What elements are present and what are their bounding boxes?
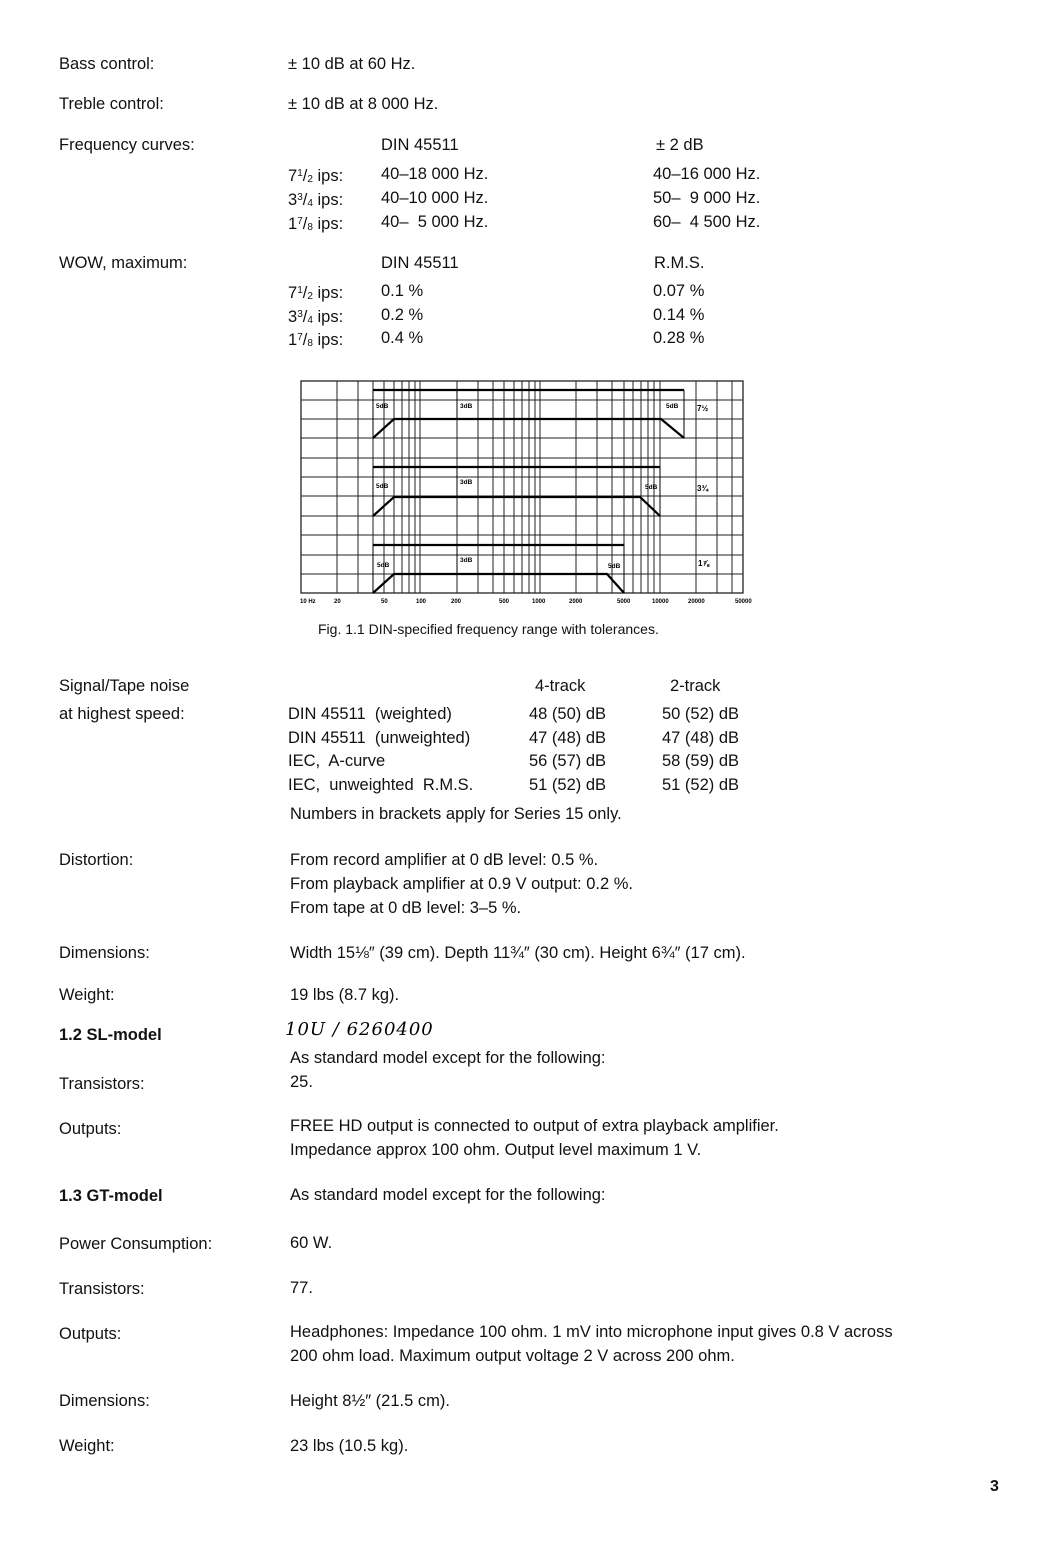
speed-label: $3^3/4$ ips: [288,308,344,326]
annotation-5db: 5dB [377,562,390,569]
svg-text:50000: 50000 [735,599,752,605]
frequency-tolerance-header: ± 2 dB [656,136,704,154]
frequency-din-header: DIN 45511 [381,136,459,154]
svg-text:200: 200 [451,599,462,605]
chart-grid [301,381,743,593]
treble-control-label: Treble control: [59,95,164,113]
noise-label-line2: at highest speed: [59,705,185,723]
gt-outputs-line: 200 ohm load. Maximum output voltage 2 V across 200 ohm. [290,1347,735,1365]
x-axis-labels [300,599,752,605]
frequency-response-chart [296,376,762,612]
gt-model-heading: 1.3 GT-model [59,1187,163,1205]
distortion-line: From record amplifier at 0 dB level: 0.5 %. [290,851,599,869]
svg-text:20: 20 [334,599,341,605]
bass-control-value: ± 10 dB at 60 Hz. [288,55,416,73]
gt-model-intro: As standard model except for the following: [290,1186,606,1204]
weight-label: Weight: [59,986,115,1004]
sl-transistors-label: Transistors: [59,1075,145,1093]
wow-rms-value: 0.14 % [653,306,705,324]
noise-header-4track: 4-track [535,677,586,695]
treble-control-value: ± 10 dB at 8 000 Hz. [288,95,439,113]
svg-text:2000: 2000 [569,599,583,605]
dimensions-value: Width 15⅛″ (39 cm). Depth 11¾″ (30 cm). Height 6¾″ (17 cm). [290,944,746,962]
noise-4track-value: 47 (48) dB [529,729,607,747]
wow-din-value: 0.2 % [381,306,424,324]
gt-dimensions-value: Height 8½″ (21.5 cm). [290,1392,450,1410]
distortion-line: From tape at 0 dB level: 3–5 %. [290,899,522,917]
noise-standard: DIN 45511 (unweighted) [288,729,471,747]
noise-4track-value: 56 (57) dB [529,752,607,770]
sl-model-intro: As standard model except for the following: [290,1049,606,1067]
annotation-3db: 3dB [460,403,473,410]
gt-power-value: 60 W. [290,1234,333,1252]
sl-model-heading: 1.2 SL-model [59,1026,162,1044]
svg-text:10 Hz: 10 Hz [300,599,316,605]
distortion-label: Distortion: [59,851,134,869]
bass-control-label: Bass control: [59,55,155,73]
frequency-curves-label: Frequency curves: [59,136,195,154]
sl-outputs-line: Impedance approx 100 ohm. Output level maximum 1 V. [290,1141,702,1159]
sl-transistors-value: 25. [290,1073,313,1091]
noise-4track-value: 51 (52) dB [529,776,607,794]
gt-transistors-label: Transistors: [59,1280,145,1298]
speed-label: $1^7/8$ ips: [288,215,344,233]
noise-2track-value: 47 (48) dB [662,729,740,747]
noise-header-2track: 2-track [670,677,721,695]
wow-rms-value: 0.07 % [653,282,705,300]
gt-outputs-label: Outputs: [59,1325,122,1343]
curve-1-875-ips [373,545,624,593]
annotation-3db: 3dB [460,479,473,486]
svg-text:5000: 5000 [617,599,631,605]
tolerance-range: 50– 9 000 Hz. [653,189,761,207]
svg-text:10000: 10000 [652,599,669,605]
gt-power-label: Power Consumption: [59,1235,213,1253]
din-range: 40– 5 000 Hz. [381,213,489,231]
noise-4track-value: 48 (50) dB [529,705,607,723]
sl-outputs-line: FREE HD output is connected to output of extra playback amplifier. [290,1117,779,1135]
noise-standard: IEC, unweighted R.M.S. [288,776,474,794]
weight-value: 19 lbs (8.7 kg). [290,986,400,1004]
wow-din-header: DIN 45511 [381,254,459,272]
tolerance-range: 60– 4 500 Hz. [653,213,761,231]
noise-2track-value: 50 (52) dB [662,705,740,723]
curve-3-75-ips [373,467,660,516]
wow-rms-value: 0.28 % [653,329,705,347]
annotation-5db: 5dB [645,484,658,491]
gt-transistors-value: 77. [290,1279,313,1297]
wow-rms-header: R.M.S. [654,254,705,272]
page-number: 3 [990,1478,999,1495]
gt-weight-label: Weight: [59,1437,115,1455]
annotation-5db: 5dB [376,403,389,410]
noise-standard: IEC, A-curve [288,752,386,770]
speed-label: $1^7/8$ ips: [288,331,344,349]
handwritten-serial: 10U / 6260400 [285,1019,434,1040]
noise-note: Numbers in brackets apply for Series 15 only. [290,805,622,823]
speed-label: $7^1/2$ ips: [288,284,344,302]
svg-text:50: 50 [381,599,388,605]
gt-weight-value: 23 lbs (10.5 kg). [290,1437,409,1455]
svg-text:1000: 1000 [532,599,546,605]
speed-label-1-875: 1⅞ [698,559,710,568]
gt-outputs-line: Headphones: Impedance 100 ohm. 1 mV into microphone input gives 0.8 V across [290,1323,893,1341]
gt-dimensions-label: Dimensions: [59,1392,150,1410]
din-range: 40–10 000 Hz. [381,189,489,207]
annotation-3db: 3dB [460,557,473,564]
curve-3-75-ips-arrows [373,467,660,516]
tolerance-range: 40–16 000 Hz. [653,165,761,183]
noise-2track-value: 58 (59) dB [662,752,740,770]
annotation-5db: 5dB [666,403,679,410]
noise-2track-value: 51 (52) dB [662,776,740,794]
speed-label-3-75: 3¾ [697,484,709,493]
svg-text:20000: 20000 [688,599,705,605]
noise-standard: DIN 45511 (weighted) [288,705,452,723]
noise-label-line1: Signal/Tape noise [59,677,190,695]
wow-din-value: 0.4 % [381,329,424,347]
sl-outputs-label: Outputs: [59,1120,122,1138]
annotation-5db: 5dB [608,563,621,570]
wow-din-value: 0.1 % [381,282,424,300]
speed-label-7-5: 7½ [697,404,709,413]
figure-caption: Fig. 1.1 DIN-specified frequency range with tolerances. [318,621,659,637]
curve-1-875-ips-arrows [373,545,624,593]
svg-text:100: 100 [416,599,427,605]
wow-label: WOW, maximum: [59,254,188,272]
speed-label: $3^3/4$ ips: [288,191,344,209]
din-range: 40–18 000 Hz. [381,165,489,183]
speed-label: $7^1/2$ ips: [288,167,344,185]
annotation-5db: 5dB [376,483,389,490]
dimensions-label: Dimensions: [59,944,150,962]
svg-text:500: 500 [499,599,510,605]
distortion-line: From playback amplifier at 0.9 V output: 0.2 %. [290,875,633,893]
